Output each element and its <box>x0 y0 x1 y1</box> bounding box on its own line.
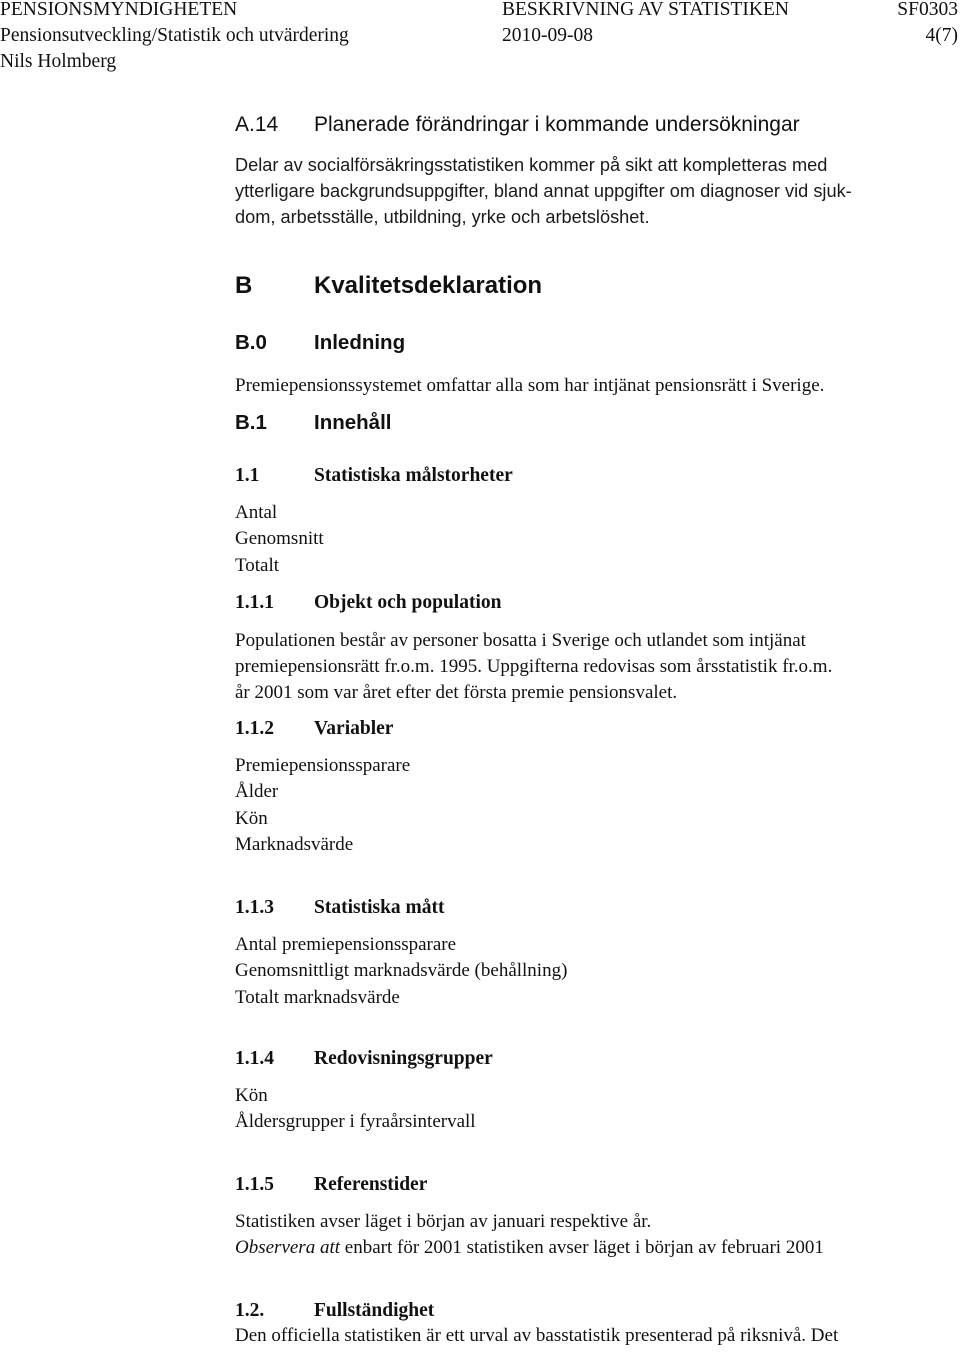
section-title: Redovisningsgrupper <box>314 1048 493 1069</box>
section-number: B <box>235 272 253 299</box>
header-org: PENSIONSMYNDIGHETEN <box>0 0 238 20</box>
list-item: Kön <box>235 1085 268 1106</box>
header-department: Pensionsutveckling/Statistik och utvärdering <box>0 25 349 46</box>
section-title: Inledning <box>314 331 406 354</box>
item-list <box>235 753 410 858</box>
list-item: Marknadsvärde <box>235 833 354 855</box>
section-title: Planerade förändringar i kommande undersökningar <box>314 113 800 136</box>
paragraph-line: Statistiken avser läget i början av januari respektive år. <box>235 1211 652 1232</box>
section-number: 1.1.1 <box>235 592 274 613</box>
paragraph-line: Populationen består av personer bosatta i Sverige och utlandet som intjänat <box>235 630 806 651</box>
list-item: Totalt marknadsvärde <box>235 986 400 1008</box>
section-number: 1.1.4 <box>235 1048 274 1069</box>
section-title: Variabler <box>314 718 394 739</box>
list-item: Antal premiepensionssparare <box>235 934 457 955</box>
list-item: Genomsnitt <box>235 528 324 550</box>
paragraph-line: år 2001 som var året efter det första premie pensionsvalet. <box>235 682 678 703</box>
section-number: 1.1 <box>235 465 260 486</box>
list-item: Premiepensionssparare <box>235 755 411 776</box>
item-list <box>235 500 324 579</box>
list-item: Antal <box>235 502 278 523</box>
section-title: Innehåll <box>314 411 392 434</box>
section-number: A.14 <box>235 113 279 136</box>
section-number: B.0 <box>235 331 267 354</box>
section-title: Referenstider <box>314 1174 428 1195</box>
header-date: 2010-09-08 <box>502 25 593 46</box>
paragraph-line: premiepensionsrätt fr.o.m. 1995. Uppgifterna redovisas som årsstatistik fr.o.m. <box>235 656 833 677</box>
section-title: Kvalitetsdeklaration <box>314 272 543 299</box>
header-page-number: 4(7) <box>925 25 958 46</box>
header-doc-code: SF0303 <box>897 0 958 20</box>
list-item: Genomsnittligt marknadsvärde (behållning) <box>235 960 568 982</box>
list-item: Kön <box>235 807 268 829</box>
paragraph-line <box>235 1235 824 1261</box>
section-title: Statistiska målstorheter <box>314 465 513 486</box>
list-item: Totalt <box>235 554 280 576</box>
paragraph-text: enbart för 2001 statistiken avser läget i början av februari 2001 <box>340 1237 824 1258</box>
emphasis-text: Observera att <box>235 1237 341 1258</box>
list-item: Ålder <box>235 781 279 803</box>
section-number: B.1 <box>235 411 267 434</box>
item-list <box>235 932 567 1011</box>
section-title: Objekt och population <box>314 592 502 613</box>
section-number: 1.1.3 <box>235 897 274 918</box>
header-author: Nils Holmberg <box>0 51 117 72</box>
paragraph-line: Den officiella statistiken är ett urval av basstatistik presenterad på riksnivå. Det <box>235 1325 839 1346</box>
section-number: 1.2. <box>235 1300 265 1321</box>
section-number: 1.1.5 <box>235 1174 274 1195</box>
paragraph-line: dom, arbetsställe, utbildning, yrke och arbetslöshet. <box>235 207 650 227</box>
paragraph-line: ytterligare backgrundsuppgifter, bland annat uppgifter om diagnoser vid sjuk- <box>235 181 852 201</box>
section-number: 1.1.2 <box>235 718 274 739</box>
list-item: Åldersgrupper i fyraårsintervall <box>235 1111 476 1133</box>
item-list <box>235 1083 476 1136</box>
paragraph-line: Delar av socialförsäkringsstatistiken kommer på sikt att kompletteras med <box>235 155 828 175</box>
paragraph-line: Premiepensionssystemet omfattar alla som har intjänat pensionsrätt i Sverige. <box>235 375 825 396</box>
section-title: Statistiska mått <box>314 897 445 918</box>
section-title: Fullständighet <box>314 1300 435 1321</box>
header-doc-type: BESKRIVNING AV STATISTIKEN <box>502 0 789 20</box>
